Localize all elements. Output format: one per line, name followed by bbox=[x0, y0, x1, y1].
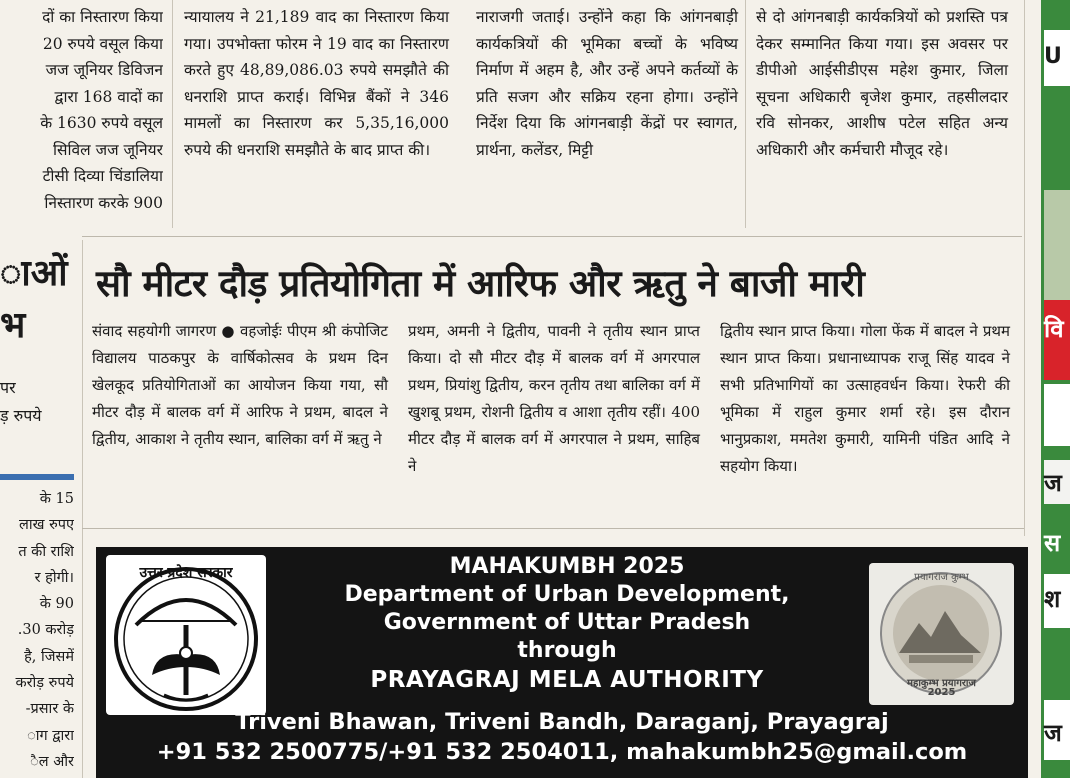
section-rule bbox=[82, 236, 1022, 237]
left-story-divider bbox=[0, 474, 74, 480]
left-sub-line: पर bbox=[0, 378, 16, 397]
strip-white-block bbox=[1044, 384, 1070, 446]
strip-glyph: U bbox=[1044, 44, 1062, 69]
left-story-line: के 90 bbox=[39, 596, 74, 613]
story-column-3 bbox=[720, 318, 1010, 480]
top-col1-line: दों का निस्तारण किया bbox=[42, 8, 163, 26]
top-column-3 bbox=[476, 4, 738, 163]
ad-line-authority: PRAYAGRAJ MELA AUTHORITY bbox=[370, 667, 764, 693]
top-col1-line: निस्तारण करके 900 bbox=[44, 193, 163, 212]
left-story-line: करोड़ रुपये bbox=[15, 675, 74, 692]
story-headline: सौ मीटर दौड़ प्रतियोगिता में आरिफ और ऋतु ने बाजी मारी bbox=[96, 262, 865, 305]
left-story-line: .30 करोड़ bbox=[17, 622, 74, 639]
section-rule bbox=[82, 528, 1024, 529]
mahakumbh-advertisement bbox=[96, 547, 1028, 778]
left-story-line: के 15 bbox=[39, 491, 74, 507]
ad-line-government: Government of Uttar Pradesh bbox=[383, 610, 751, 635]
logo-caption-bottom: महाकुम्भ प्रयागराज bbox=[907, 678, 976, 689]
left-story-line: त की राशि bbox=[18, 543, 74, 560]
strip-glyph: श bbox=[1044, 585, 1061, 613]
top-column-2 bbox=[184, 4, 449, 163]
top-col1-line: जज जूनियर डिविजन bbox=[45, 61, 163, 79]
top-col3-text: नाराजगी जताई। उन्होंने कहा कि आंगनबाड़ी कार्यकत्रियों की भूमिका बच्चों के भविष्य निर्माण में अहम है, और उन्हें अपने कर्तव्यों के प्रति सजग और सक्रिय रहना होगा। उन्होंने निर्देश दिया कि आंगनबाड़ी केंद्रों पर स्वागत, प्रार्थना, कलेंडर, मिट्टी bbox=[476, 8, 738, 159]
page-border bbox=[1024, 0, 1025, 536]
strip-glyph: वि bbox=[1044, 315, 1064, 343]
ad-line-department: Department of Urban Development, bbox=[344, 582, 790, 607]
story-col3-text: द्वितीय स्थान प्राप्त किया। गोला फेंक में बादल ने प्रथम स्थान प्राप्त किया। प्रधानाध्यापक राजू सिंह यादव ने सभी प्रतिभागियों का उत्साहवर्धन किया। रेफरी की भूमिका में राहुल कुमार शर्मा रहे। इस दौरान भानुप्रकाश, ममतेश कुमारी, यामिनी पंडित आदि ने सहयोग किया। bbox=[720, 322, 1010, 475]
logo-caption-top: प्रयागराज कुम्भ bbox=[914, 572, 969, 583]
top-column-4 bbox=[756, 4, 1008, 163]
top-col1-line: के 1630 रुपये वसूल bbox=[40, 114, 163, 132]
left-headline-fragment bbox=[0, 248, 74, 352]
up-government-seal bbox=[106, 555, 266, 715]
top-col4-text: से दो आंगनबाड़ी कार्यकत्रियों को प्रशस्ति पत्र देकर सम्मानित किया गया। इस अवसर पर डीपीओ आईसीडीएस महेश कुमार, जिला सूचना अधिकारी बृजेश कुमार, तहसीलदार रवि सोनकर, आशीष पटेल सहित अन्य अधिकारी और कर्मचारी मौजूद रहे। bbox=[756, 8, 1008, 159]
left-sub-line: ड़ रुपये bbox=[0, 406, 42, 425]
right-edge-advert-strip bbox=[1041, 0, 1070, 778]
top-col2-text: न्यायालय ने 21,189 वाद का निस्तारण किया गया। उपभोक्ता फोरम ने 19 वाद का निस्तारण करते हुए 48,89,086.03 रुपये समझौते की धनराशि प्राप्त कराई। विभिन्न बैंकों ने 346 मामलों का निस्तारण कर 5,35,16,000 रुपये की धनराशि समझौते के बाद प्राप्त की। bbox=[184, 8, 449, 159]
left-headline-line: ाओं bbox=[0, 253, 68, 294]
left-story-fragment bbox=[0, 486, 74, 775]
strip-photo-block bbox=[1044, 190, 1070, 300]
top-col1-line: 20 रुपये वसूल किया bbox=[42, 34, 163, 53]
top-col1-line: सिविल जज जूनियर bbox=[53, 140, 163, 159]
left-subheadline-fragment bbox=[0, 374, 74, 430]
left-headline-line: भ bbox=[0, 305, 26, 346]
strip-glyph: स bbox=[1044, 529, 1061, 557]
strip-glyph: ज bbox=[1044, 469, 1062, 497]
story-column-2 bbox=[408, 318, 700, 480]
top-column-1 bbox=[0, 4, 163, 216]
left-story-line: है, जिसमें bbox=[24, 648, 74, 665]
column-divider bbox=[172, 0, 173, 228]
ad-line-event: MAHAKUMBH 2025 bbox=[449, 554, 685, 579]
ad-address: Triveni Bhawan, Triveni Bandh, Daraganj, Prayagraj bbox=[235, 709, 889, 735]
left-story-line: -प्रसार के bbox=[25, 701, 74, 718]
left-story-line: ाग द्वारा bbox=[27, 727, 74, 744]
column-divider bbox=[82, 240, 83, 778]
ad-line-through: through bbox=[517, 638, 617, 663]
story-col1-text: संवाद सहयोगी जागरण ● वहजोईः पीएम श्री कंपोजिट विद्यालय पाठकपुर के वार्षिकोत्सव के प्रथम दिन खेलकूद प्रतियोगिताओं का आयोजन किया गया, सौ मीटर दौड़ में बालक वर्ग में आरिफ ने प्रथम, बादल ने द्वितीय, आकाश ने तृतीय स्थान, बालिका वर्ग में ऋतु ने bbox=[92, 322, 388, 448]
left-story-line: लाख रुपए bbox=[19, 517, 74, 534]
story-column-1 bbox=[92, 318, 388, 453]
column-divider bbox=[745, 0, 746, 228]
ad-phone-email: +91 532 2500775/+91 532 2504011, mahakumbh25@gmail.com bbox=[156, 739, 968, 765]
story-col2-text: प्रथम, अमनी ने द्वितीय, पावनी ने तृतीय स्थान प्राप्त किया। दो सौ मीटर दौड़ में बालक वर्ग में अगरपाल प्रथम, प्रियांशु द्वितीय, करन तृतीय तथा बालिका वर्ग में खुशबू प्रथम, रोशनी द्वितीय व आशा तृतीय रहीं। 400 मीटर दौड़ में बालक वर्ग में अगरपाल ने प्रथम, साहिब ने bbox=[408, 322, 700, 475]
logo-year: 2025 bbox=[927, 687, 956, 698]
top-col1-line: द्वारा 168 वादों का bbox=[54, 87, 163, 106]
ad-contact-block bbox=[96, 707, 1028, 767]
mahakumbh-logo bbox=[869, 563, 1014, 705]
left-story-line: र होगी। bbox=[34, 569, 74, 586]
strip-glyph: ज bbox=[1044, 719, 1062, 747]
top-col1-line: टीसी दिव्या चिंडालिया bbox=[42, 167, 163, 185]
left-story-line: ैल और bbox=[30, 753, 74, 770]
seal-caption: उत्तर प्रदेश सरकार bbox=[139, 565, 233, 581]
ad-text-block bbox=[276, 553, 858, 695]
